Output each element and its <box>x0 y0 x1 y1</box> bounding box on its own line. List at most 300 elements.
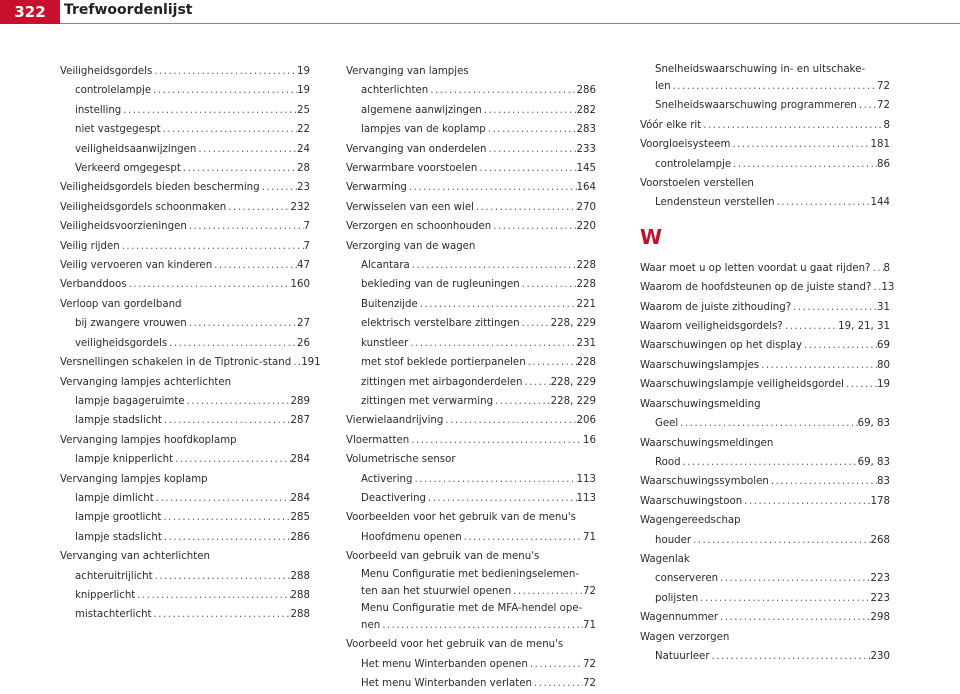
index-heading: Wagengereedschap <box>640 515 741 527</box>
dot-leader <box>731 155 877 174</box>
index-entry <box>640 608 890 627</box>
entry-text: Waar moet u op letten voordat u gaat rijden? <box>640 262 871 274</box>
index-subentry <box>60 334 310 353</box>
index-subentry <box>60 120 310 139</box>
dot-leader <box>857 96 877 115</box>
entry-text: achteruitrijlicht <box>75 570 153 582</box>
page-header <box>0 0 960 26</box>
entry-page: 72 <box>583 678 596 690</box>
entry-page: 69 <box>877 340 890 352</box>
dot-leader <box>783 317 838 336</box>
index-subentry <box>640 193 890 212</box>
index-heading: Vervanging van achterlichten <box>60 551 210 563</box>
entry-text: Het menu Winterbanden verlaten <box>361 678 532 690</box>
index-subentry <box>346 470 596 489</box>
entry-page: 72 <box>583 585 596 597</box>
entry-page: 23 <box>297 182 310 194</box>
dot-leader <box>154 489 291 508</box>
index-heading: Vervanging lampjes koplamp <box>60 473 208 485</box>
entry-text: bij zwangere vrouwen <box>75 318 187 330</box>
entry-page: 268 <box>870 534 890 546</box>
dot-leader <box>291 353 301 372</box>
entry-page: 16 <box>583 434 596 446</box>
entry-page: 232 <box>290 201 310 213</box>
dot-leader <box>135 586 290 605</box>
index-subentry <box>60 528 310 547</box>
index-entry <box>60 256 310 275</box>
entry-page: 86 <box>877 158 890 170</box>
dot-leader <box>482 101 577 120</box>
entry-page: 47 <box>297 260 310 272</box>
entry-text: lampjes van de koplamp <box>361 124 486 136</box>
entry-page: 31 <box>877 301 890 313</box>
index-heading: Wagen verzorgen <box>640 631 730 643</box>
dot-leader <box>226 198 290 217</box>
index-heading: Waarschuwingsmeldingen <box>640 437 774 449</box>
dot-leader <box>153 567 291 586</box>
entry-text: Waarschuwingstoon <box>640 495 743 507</box>
entry-text: Veilig vervoeren van kinderen <box>60 260 213 272</box>
dot-leader <box>701 116 883 135</box>
header-rule <box>60 23 960 24</box>
index-subentry <box>60 489 310 508</box>
index-entry <box>640 375 890 394</box>
dot-leader <box>181 159 297 178</box>
entry-text: lampje stadslicht <box>75 415 162 427</box>
entry-text: zittingen met airbagonderdelen <box>361 376 523 388</box>
entry-page: 286 <box>290 531 310 543</box>
entry-page: 113 <box>576 492 596 504</box>
entry-page: 19 <box>877 379 890 391</box>
dot-leader <box>710 647 871 666</box>
dot-leader <box>775 193 871 212</box>
index-entry <box>640 259 890 278</box>
dot-leader <box>410 256 577 275</box>
dot-leader <box>428 81 576 100</box>
entry-page: 223 <box>870 573 890 585</box>
entry-page: 286 <box>576 85 596 97</box>
entry-text: Veiligheidsgordels bieden bescherming <box>60 182 260 194</box>
index-entry <box>640 278 895 297</box>
entry-text: Verbanddoos <box>60 279 127 291</box>
entry-text: Verwarmbare voorstoelen <box>346 163 478 175</box>
entry-page: 144 <box>870 197 890 209</box>
index-heading: Vervanging lampjes achterlichten <box>60 376 232 388</box>
index-subentry <box>346 489 596 508</box>
index-subentry <box>346 616 596 635</box>
index-heading: Vervanging lampjes hoofdkoplamp <box>60 434 237 446</box>
entry-text: houder <box>655 534 692 546</box>
dot-leader <box>162 411 291 430</box>
entry-page: 19 <box>297 66 310 77</box>
entry-page: 228 <box>576 260 596 272</box>
entry-page: 25 <box>297 104 310 116</box>
index-subentry <box>346 256 596 275</box>
index-heading: Vervanging van lampjes <box>346 66 469 77</box>
dot-leader <box>486 120 577 139</box>
entry-page: 28 <box>297 163 310 175</box>
entry-page: 164 <box>576 182 596 194</box>
dot-leader <box>408 334 576 353</box>
index-subentry <box>60 392 310 411</box>
entry-text: Vierwielaandrijving <box>346 415 444 427</box>
index-entry <box>60 237 310 256</box>
entry-page: 27 <box>297 318 310 330</box>
entry-page: 69, 83 <box>857 418 890 430</box>
dot-leader <box>487 140 577 159</box>
dot-leader <box>173 450 290 469</box>
dot-leader <box>681 453 858 472</box>
index-subentry <box>346 392 596 411</box>
entry-page: 72 <box>583 658 596 670</box>
entry-text: Verkeerd omgegespt <box>75 163 181 175</box>
index-column-1 <box>60 62 321 625</box>
dot-leader <box>718 569 871 588</box>
dot-leader <box>212 256 297 275</box>
index-subentry <box>60 450 310 469</box>
dot-leader <box>493 392 551 411</box>
dot-leader <box>412 470 576 489</box>
entry-page: 223 <box>870 592 890 604</box>
dot-leader <box>844 375 877 394</box>
entry-text: Alcantara <box>361 260 410 272</box>
entry-text: lampje bagageruimte <box>75 395 185 407</box>
entry-text: lampje stadslicht <box>75 531 162 543</box>
dot-leader <box>769 472 877 491</box>
dot-leader <box>528 655 583 674</box>
index-subentry <box>346 81 596 100</box>
dot-leader <box>491 217 576 236</box>
index-heading: Verzorging van de wagen <box>346 240 476 252</box>
entry-text: met stof beklede portierpanelen <box>361 357 526 369</box>
entry-text: Verzorgen en schoonhouden <box>346 221 492 233</box>
index-subentry <box>640 414 890 433</box>
index-subentry <box>346 120 596 139</box>
index-entry <box>640 336 890 355</box>
entry-page: 270 <box>576 201 596 213</box>
entry-page: 71 <box>583 531 596 543</box>
entry-text: ten aan het stuurwiel openen <box>361 585 512 597</box>
dot-leader <box>462 528 583 547</box>
index-subentry <box>346 674 596 693</box>
index-entry <box>640 135 890 154</box>
index-column-2 <box>346 62 596 694</box>
entry-text: niet vastgegespt <box>75 124 161 136</box>
index-subentry-line: Menu Configuratie met bedieningselemen- <box>361 568 580 580</box>
index-subentry <box>640 531 890 550</box>
dot-leader <box>185 392 291 411</box>
index-subentry <box>60 81 310 100</box>
dot-leader <box>151 81 297 100</box>
entry-page: 22 <box>297 124 310 136</box>
entry-text: Waarom de hoofdsteunen op de juiste stand? <box>640 282 872 294</box>
entry-text: Veiligheidsgordels schoonmaken <box>60 201 227 213</box>
entry-page: 283 <box>576 124 596 136</box>
entry-page: 19, 21, 31 <box>838 321 890 333</box>
dot-leader <box>791 298 877 317</box>
dot-leader <box>196 140 297 159</box>
index-heading: Volumetrische sensor <box>346 454 456 466</box>
index-subentry <box>346 314 596 333</box>
entry-page: 221 <box>576 298 596 310</box>
entry-page: 228 <box>576 279 596 291</box>
entry-page: 145 <box>576 163 596 175</box>
entry-text: Verwarming <box>346 182 407 194</box>
index-group-w <box>640 259 895 667</box>
entry-page: 289 <box>290 395 310 407</box>
dot-leader <box>730 135 870 154</box>
entry-page: 228, 229 <box>550 318 596 330</box>
index-heading: Voorstoelen verstellen <box>640 178 754 190</box>
entry-text: Versnellingen schakelen in de Tiptronic-stand <box>60 357 292 369</box>
index-subentry <box>640 647 890 666</box>
entry-text: mistachterlicht <box>75 609 152 621</box>
index-subentry <box>346 582 596 601</box>
entry-page: 8 <box>883 262 890 274</box>
entry-text: Waarschuwingssymbolen <box>640 476 769 488</box>
entry-text: zittingen met verwarming <box>361 395 494 407</box>
entry-text: Het menu Winterbanden openen <box>361 658 528 670</box>
index-subentry <box>346 373 596 392</box>
dot-leader <box>409 431 583 450</box>
dot-leader <box>718 608 870 627</box>
index-entry <box>640 317 890 336</box>
dot-leader <box>161 508 290 527</box>
entry-page: 113 <box>576 473 596 485</box>
index-entry <box>640 298 890 317</box>
entry-text: Veiligheidsvoorzieningen <box>60 221 187 233</box>
page-title: Trefwoordenlijst <box>64 2 193 18</box>
entry-text: veiligheidsaanwijzingen <box>75 143 197 155</box>
entry-page: 13 <box>881 282 895 294</box>
entry-page: 19 <box>297 85 310 97</box>
entry-page: 228, 229 <box>550 395 596 407</box>
entry-page: 191 <box>301 357 321 369</box>
entry-text: veiligheidsgordels <box>75 337 168 349</box>
index-entry <box>346 431 596 450</box>
index-subentry <box>346 275 596 294</box>
entry-page: 288 <box>290 609 310 621</box>
dot-leader <box>443 411 576 430</box>
entry-text: Activering <box>361 473 413 485</box>
entry-text: Waarschuwingslampje veiligheidsgordel <box>640 379 844 391</box>
entry-text: polijsten <box>655 592 699 604</box>
entry-text: elektrisch verstelbare zittingen <box>361 318 520 330</box>
dot-leader <box>511 582 583 601</box>
entry-text: Natuurleer <box>655 650 710 662</box>
entry-page: 220 <box>576 221 596 233</box>
dot-leader <box>167 334 297 353</box>
index-heading: Verloop van gordelband <box>60 298 182 310</box>
entry-text: Vloermatten <box>346 434 410 446</box>
dot-leader <box>162 528 291 547</box>
dot-leader <box>742 492 870 511</box>
dot-leader <box>152 62 297 81</box>
entry-page: 206 <box>576 415 596 427</box>
entry-text: Veilig rijden <box>60 240 120 252</box>
entry-page: 230 <box>870 650 890 662</box>
index-heading: Voorbeelden voor het gebruik van de menu's <box>346 512 576 524</box>
index-subentry <box>60 101 310 120</box>
entry-page: 288 <box>290 570 310 582</box>
entry-page: 24 <box>297 143 310 155</box>
dot-leader <box>522 373 550 392</box>
index-subentry <box>346 101 596 120</box>
dot-leader <box>802 336 877 355</box>
entry-page: 7 <box>303 221 310 233</box>
entry-text: Veiligheidsgordels <box>60 66 153 77</box>
entry-text: instelling <box>75 104 122 116</box>
index-group-v <box>640 62 890 213</box>
index-subentry <box>60 586 310 605</box>
dot-leader <box>671 77 877 96</box>
section-letter-w: W <box>640 224 663 249</box>
index-subentry <box>640 453 890 472</box>
index-subentry <box>346 353 596 372</box>
index-entry <box>346 159 596 178</box>
entry-text: Rood <box>655 456 681 468</box>
index-entry <box>346 411 596 430</box>
dot-leader <box>380 616 583 635</box>
entry-page: 69, 83 <box>857 456 890 468</box>
dot-leader <box>187 217 304 236</box>
index-subentry-line: Menu Configuratie met de MFA-hendel ope- <box>361 602 583 614</box>
entry-text: lampje knipperlicht <box>75 454 174 466</box>
index-subentry <box>60 508 310 527</box>
index-subentry <box>346 655 596 674</box>
index-subentry <box>640 155 890 174</box>
entry-text: bekleding van de rugleuningen <box>361 279 520 291</box>
entry-page: 80 <box>877 359 890 371</box>
entry-page: 178 <box>870 495 890 507</box>
index-subentry <box>640 96 890 115</box>
index-subentry <box>346 334 596 353</box>
index-entry <box>346 217 596 236</box>
index-subentry <box>60 314 310 333</box>
index-entry <box>60 198 310 217</box>
index-subentry <box>640 569 890 588</box>
dot-leader <box>127 275 291 294</box>
entry-text: Lendensteun verstellen <box>655 197 775 209</box>
dot-leader <box>426 489 577 508</box>
index-subentry <box>60 567 310 586</box>
dot-leader <box>161 120 297 139</box>
dot-leader <box>260 178 297 197</box>
dot-leader <box>520 275 577 294</box>
index-column-3 <box>640 62 895 666</box>
entry-page: 233 <box>576 143 596 155</box>
entry-text: conserveren <box>655 573 719 585</box>
entry-page: 72 <box>877 100 890 112</box>
entry-text: nen <box>361 619 381 631</box>
index-heading: Voorbeeld van gebruik van de menu's <box>346 551 540 563</box>
entry-page: 72 <box>877 81 890 92</box>
index-entry <box>60 217 310 236</box>
entry-text: Wagennummer <box>640 612 719 624</box>
dot-leader <box>532 674 583 693</box>
index-subentry <box>346 528 596 547</box>
entry-text: Waarom de juiste zithouding? <box>640 301 792 313</box>
entry-text: kunstleer <box>361 337 409 349</box>
entry-text: Verwisselen van een wiel <box>346 201 474 213</box>
entry-text: achterlichten <box>361 85 429 97</box>
entry-text: Waarom veiligheidsgordels? <box>640 321 783 333</box>
index-subentry <box>60 411 310 430</box>
entry-page: 231 <box>576 337 596 349</box>
entry-page: 288 <box>290 589 310 601</box>
entry-text: len <box>655 81 671 92</box>
index-entry <box>60 275 310 294</box>
entry-text: Waarschuwingslampjes <box>640 359 760 371</box>
dot-leader <box>474 198 577 217</box>
entry-text: knipperlicht <box>75 589 136 601</box>
dot-leader <box>477 159 576 178</box>
entry-page: 26 <box>297 337 310 349</box>
entry-text: Snelheidswaarschuwing programmeren <box>655 100 857 112</box>
entry-text: controlelampje <box>655 158 732 170</box>
index-subentry <box>60 605 310 624</box>
dot-leader <box>120 237 304 256</box>
entry-text: Vóór elke rit <box>640 119 702 131</box>
entry-page: 287 <box>290 415 310 427</box>
index-heading: Wagenlak <box>640 553 690 565</box>
entry-text: lampje dimlicht <box>75 492 154 504</box>
entry-page: 284 <box>290 454 310 466</box>
index-subentry <box>346 295 596 314</box>
entry-page: 83 <box>877 476 890 488</box>
entry-text: Vervanging van onderdelen <box>346 143 487 155</box>
index-entry <box>640 492 890 511</box>
dot-leader <box>187 314 297 333</box>
entry-page: 181 <box>870 139 890 151</box>
dot-leader <box>870 259 883 278</box>
index-entry <box>640 472 890 491</box>
entry-page: 160 <box>290 279 310 291</box>
index-heading: Waarschuwingsmelding <box>640 398 761 410</box>
entry-text: Waarschuwingen op het display <box>640 340 803 352</box>
index-heading: Voorbeeld voor het gebruik van de menu's <box>346 639 564 651</box>
entry-page: 228, 229 <box>550 376 596 388</box>
index-entry <box>640 356 890 375</box>
index-entry <box>346 198 596 217</box>
dot-leader <box>678 414 857 433</box>
dot-leader <box>407 178 577 197</box>
dot-leader <box>418 295 577 314</box>
index-entry <box>60 62 310 81</box>
entry-text: lampje grootlicht <box>75 512 162 524</box>
index-subentry <box>60 159 310 178</box>
entry-text: Buitenzijde <box>361 298 418 310</box>
entry-page: 284 <box>290 492 310 504</box>
entry-text: algemene aanwijzingen <box>361 104 482 116</box>
dot-leader <box>759 356 877 375</box>
entry-page: 7 <box>303 240 310 252</box>
index-entry <box>60 178 310 197</box>
index-entry <box>346 178 596 197</box>
index-subentry <box>60 140 310 159</box>
page-number: 322 <box>0 0 60 24</box>
dot-leader <box>121 101 297 120</box>
index-entry <box>640 116 890 135</box>
dot-leader <box>691 531 870 550</box>
dot-leader <box>871 278 881 297</box>
entry-page: 282 <box>576 104 596 116</box>
index-entry <box>346 140 596 159</box>
entry-page: 228 <box>576 357 596 369</box>
entry-text: Voorgloeisysteem <box>640 139 731 151</box>
entry-page: 298 <box>870 612 890 624</box>
index-subentry <box>640 77 890 96</box>
